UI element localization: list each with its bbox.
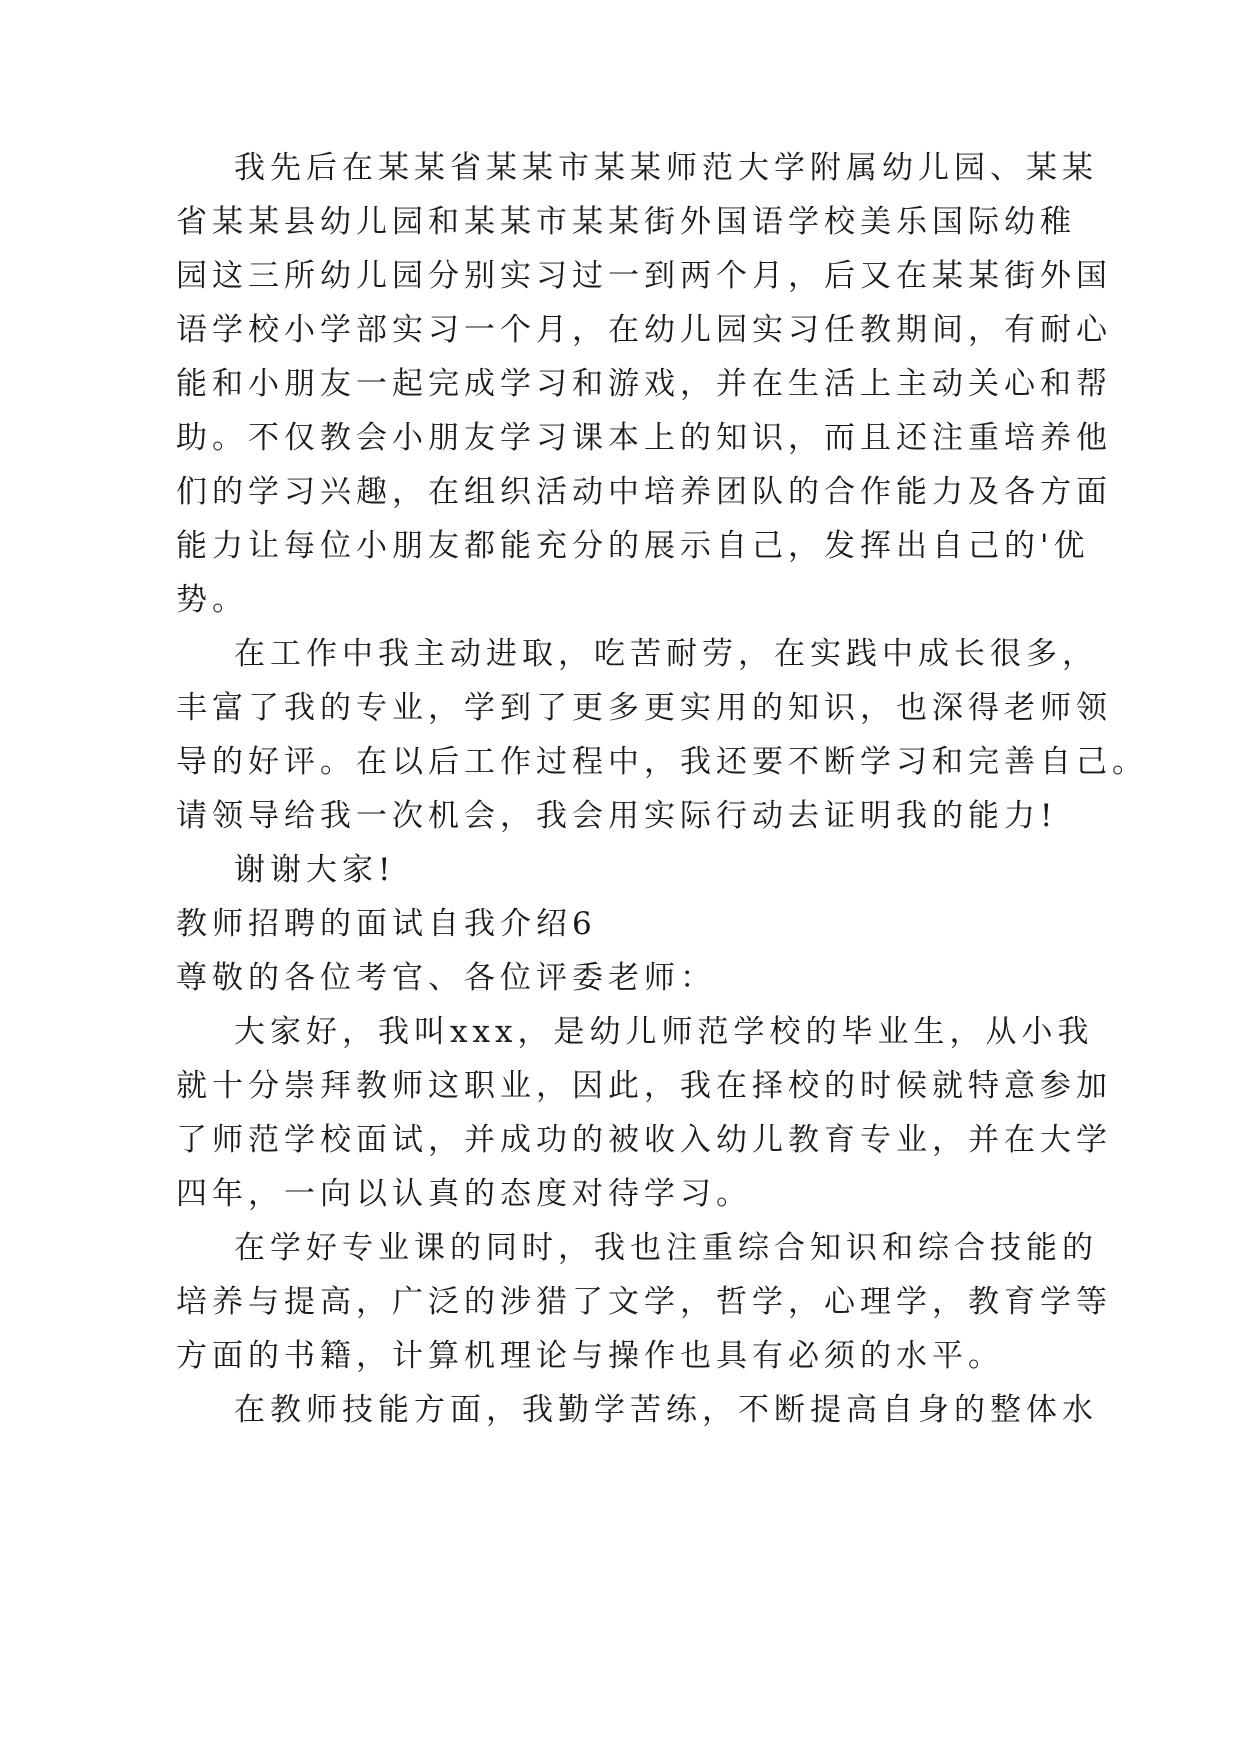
text-line: 了师范学校面试，并成功的被收入幼儿教育专业，并在大学 — [176, 1122, 1112, 1158]
text-line: 培养与提高，广泛的涉猎了文学，哲学，心理学，教育学等 — [176, 1284, 1112, 1320]
text-line: 大家好，我叫xxx，是幼儿师范学校的毕业生，从小我 — [234, 1014, 1094, 1050]
text-line: 园这三所幼儿园分别实习过一到两个月，后又在某某街外国 — [176, 258, 1112, 294]
text-line: 在学好专业课的同时，我也注重综合知识和综合技能的 — [234, 1230, 1098, 1266]
text-line: 我先后在某某省某某市某某师范大学附属幼儿园、某某 — [234, 150, 1098, 186]
text-line: 省某某县幼儿园和某某市某某街外国语学校美乐国际幼稚 — [176, 204, 1076, 240]
text-line: 谢谢大家! — [234, 852, 396, 888]
text-line: 在工作中我主动进取，吃苦耐劳，在实践中成长很多， — [234, 636, 1098, 672]
text-line: 助。不仅教会小朋友学习课本上的知识，而且还注重培养他 — [176, 420, 1112, 456]
text-line: 能力让每位小朋友都能充分的展示自己，发挥出自己的'优 — [176, 528, 1090, 564]
text-line: 势。 — [176, 582, 248, 618]
text-line: 语学校小学部实习一个月，在幼儿园实习任教期间，有耐心 — [176, 312, 1112, 348]
text-line: 丰富了我的专业，学到了更多更实用的知识，也深得老师领 — [176, 690, 1112, 726]
text-line: 请领导给我一次机会，我会用实际行动去证明我的能力! — [176, 798, 1058, 834]
text-line: 四年，一向以认真的态度对待学习。 — [176, 1176, 752, 1212]
text-line: 就十分崇拜教师这职业，因此，我在择校的时候就特意参加 — [176, 1068, 1112, 1104]
text-line: 们的学习兴趣，在组织活动中培养团队的合作能力及各方面 — [176, 474, 1112, 510]
text-line: 方面的书籍，计算机理论与操作也具有必须的水平。 — [176, 1338, 1004, 1374]
text-line: 导的好评。在以后工作过程中，我还要不断学习和完善自己。 — [176, 744, 1148, 780]
salutation: 尊敬的各位考官、各位评委老师： — [176, 960, 716, 996]
text-line: 在教师技能方面，我勤学苦练，不断提高自身的整体水 — [234, 1392, 1098, 1428]
section-heading: 教师招聘的面试自我介绍6 — [176, 906, 597, 942]
text-line: 能和小朋友一起完成学习和游戏，并在生活上主动关心和帮 — [176, 366, 1112, 402]
